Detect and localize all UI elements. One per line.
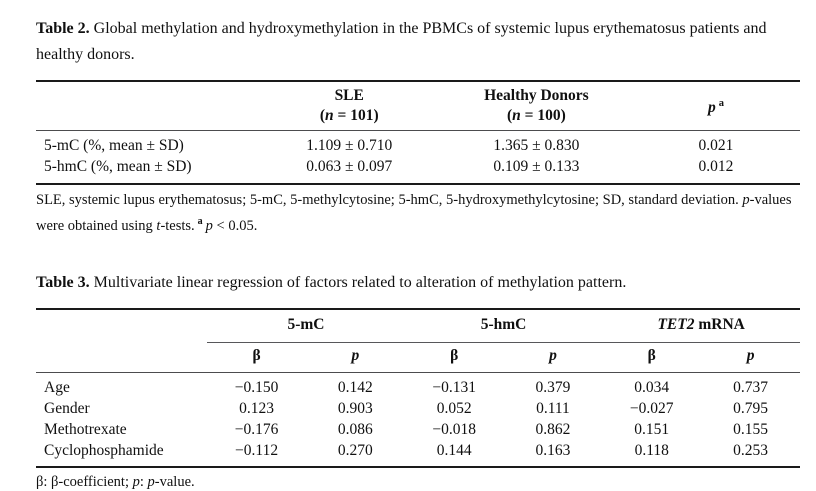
subheader-beta: β [450, 346, 459, 364]
table3-subheader-empty [36, 342, 207, 372]
n-count: = 101) [333, 107, 379, 124]
cell-beta: −0.018 [432, 420, 476, 438]
table3-row-methotrexate [36, 419, 800, 440]
paren-open: ( [507, 107, 513, 124]
table2-header-healthy-title: Healthy Donors [484, 87, 589, 104]
p-symbol: p [205, 217, 213, 234]
cell-beta: 0.118 [634, 441, 669, 459]
row-label: Gender [44, 399, 90, 417]
table2-caption [36, 16, 800, 68]
table3-group-5mc [207, 309, 405, 343]
cell-p: 0.142 [337, 378, 373, 396]
table3-row-age [36, 372, 800, 398]
group-text: mRNA [694, 315, 745, 333]
cell-beta: −0.176 [234, 420, 279, 438]
cell-beta: −0.131 [432, 378, 476, 396]
t-symbol: t [156, 217, 161, 234]
group-text: 5-hmC [480, 315, 527, 333]
cell-p: 0.086 [337, 420, 373, 438]
table2-row-5hmc [36, 156, 800, 184]
row-label: Age [44, 378, 70, 396]
cell-beta: −0.027 [629, 399, 674, 417]
cell-beta: −0.150 [234, 378, 279, 396]
p-symbol: p [742, 192, 750, 208]
cell-healthy: 0.109 ± 0.133 [493, 158, 580, 175]
cell-beta: 0.123 [239, 399, 274, 417]
table2-header-healthy-n [441, 106, 632, 126]
cell-p: 0.270 [337, 441, 373, 459]
cell-beta: 0.052 [436, 399, 472, 417]
cell-beta: 0.151 [634, 420, 670, 438]
footnote-marker-a: a [197, 216, 203, 227]
table2 [36, 80, 800, 185]
cell-p: 0.012 [698, 158, 734, 175]
subheader-beta: β [252, 346, 261, 364]
table3-caption-label: Table 3. [36, 273, 90, 291]
paren-open: ( [319, 107, 325, 124]
subheader-p: p [746, 346, 755, 364]
p-symbol: p [707, 99, 716, 117]
table2-header-sle-title: SLE [334, 87, 364, 104]
table3-group-5hmc [405, 309, 603, 343]
footnote-text: < 0.05. [212, 217, 258, 234]
cell-p: 0.111 [536, 399, 570, 417]
subheader-beta: β [647, 346, 656, 364]
n-symbol: n [512, 107, 521, 124]
row-label: 5-hmC (%, mean ± SD) [44, 158, 192, 175]
cell-p: 0.795 [733, 399, 768, 417]
n-symbol: n [325, 107, 334, 124]
table3-group-empty [36, 309, 207, 343]
footnote-text: SLE, systemic lupus erythematosus; 5-mC, 5-methylcytosine; 5-hmC, 5-hydroxymethylcytosine; SD, standard deviation. [36, 192, 743, 208]
cell-beta: −0.112 [235, 441, 279, 459]
cell-p: 0.163 [535, 441, 571, 459]
table3-caption [36, 270, 800, 296]
cell-sle: 1.109 ± 0.710 [306, 137, 393, 154]
table2-footnote [36, 190, 792, 237]
cell-p: 0.737 [733, 378, 768, 396]
table2-header-sle-n [258, 106, 441, 126]
cell-p: 0.903 [337, 399, 373, 417]
footnote-text: -tests. [160, 217, 195, 234]
cell-p: 0.021 [698, 137, 734, 154]
table2-header-empty [36, 81, 258, 131]
subheader-p: p [351, 346, 360, 364]
table2-header-row [36, 81, 800, 131]
row-label: Cyclophosphamide [44, 441, 164, 459]
table2-header-healthy [441, 81, 632, 131]
group-italic: TET2 [657, 315, 695, 333]
table3 [36, 308, 800, 468]
p-symbol: p [147, 473, 155, 490]
cell-p: 0.379 [535, 378, 571, 396]
table2-header-p [632, 81, 800, 131]
table2-caption-text: Global methylation and hydroxymethylation in the PBMCs of systemic lupus erythematosus patients and healthy donors. [36, 20, 767, 63]
cell-p: 0.155 [733, 420, 768, 438]
table3-caption-text: Multivariate linear regression of factors related to alteration of methylation pattern. [89, 273, 627, 291]
cell-p: 0.253 [733, 441, 768, 459]
table3-row-cyclophosphamide [36, 440, 800, 467]
table3-group-header-row [36, 309, 800, 343]
table3-subheader-row [36, 342, 800, 372]
table2-header-sle [258, 81, 441, 131]
cell-p: 0.862 [535, 420, 571, 438]
group-text: 5-mC [287, 315, 325, 333]
footnote-marker-a: a [718, 97, 724, 109]
table3-footnote [36, 472, 792, 491]
cell-beta: 0.144 [436, 441, 472, 459]
cell-sle: 0.063 ± 0.097 [306, 158, 393, 175]
table3-group-tet2 [602, 309, 800, 343]
subheader-p: p [549, 346, 557, 364]
cell-beta: 0.034 [634, 378, 670, 396]
row-label: Methotrexate [44, 420, 127, 438]
n-count: = 100) [520, 107, 566, 124]
row-label: 5-mC (%, mean ± SD) [44, 137, 184, 154]
footnote-text: -value. [154, 473, 195, 490]
cell-healthy: 1.365 ± 0.830 [493, 137, 580, 154]
table2-row-5mc [36, 131, 800, 157]
footnote-text: β: β-coefficient; [36, 473, 133, 490]
footnote-text: : [139, 473, 148, 490]
footnote-text: -values were obtained using [36, 192, 792, 234]
table3-row-gender [36, 398, 800, 419]
table2-caption-label: Table 2. [36, 20, 90, 37]
p-symbol: p [132, 473, 140, 490]
